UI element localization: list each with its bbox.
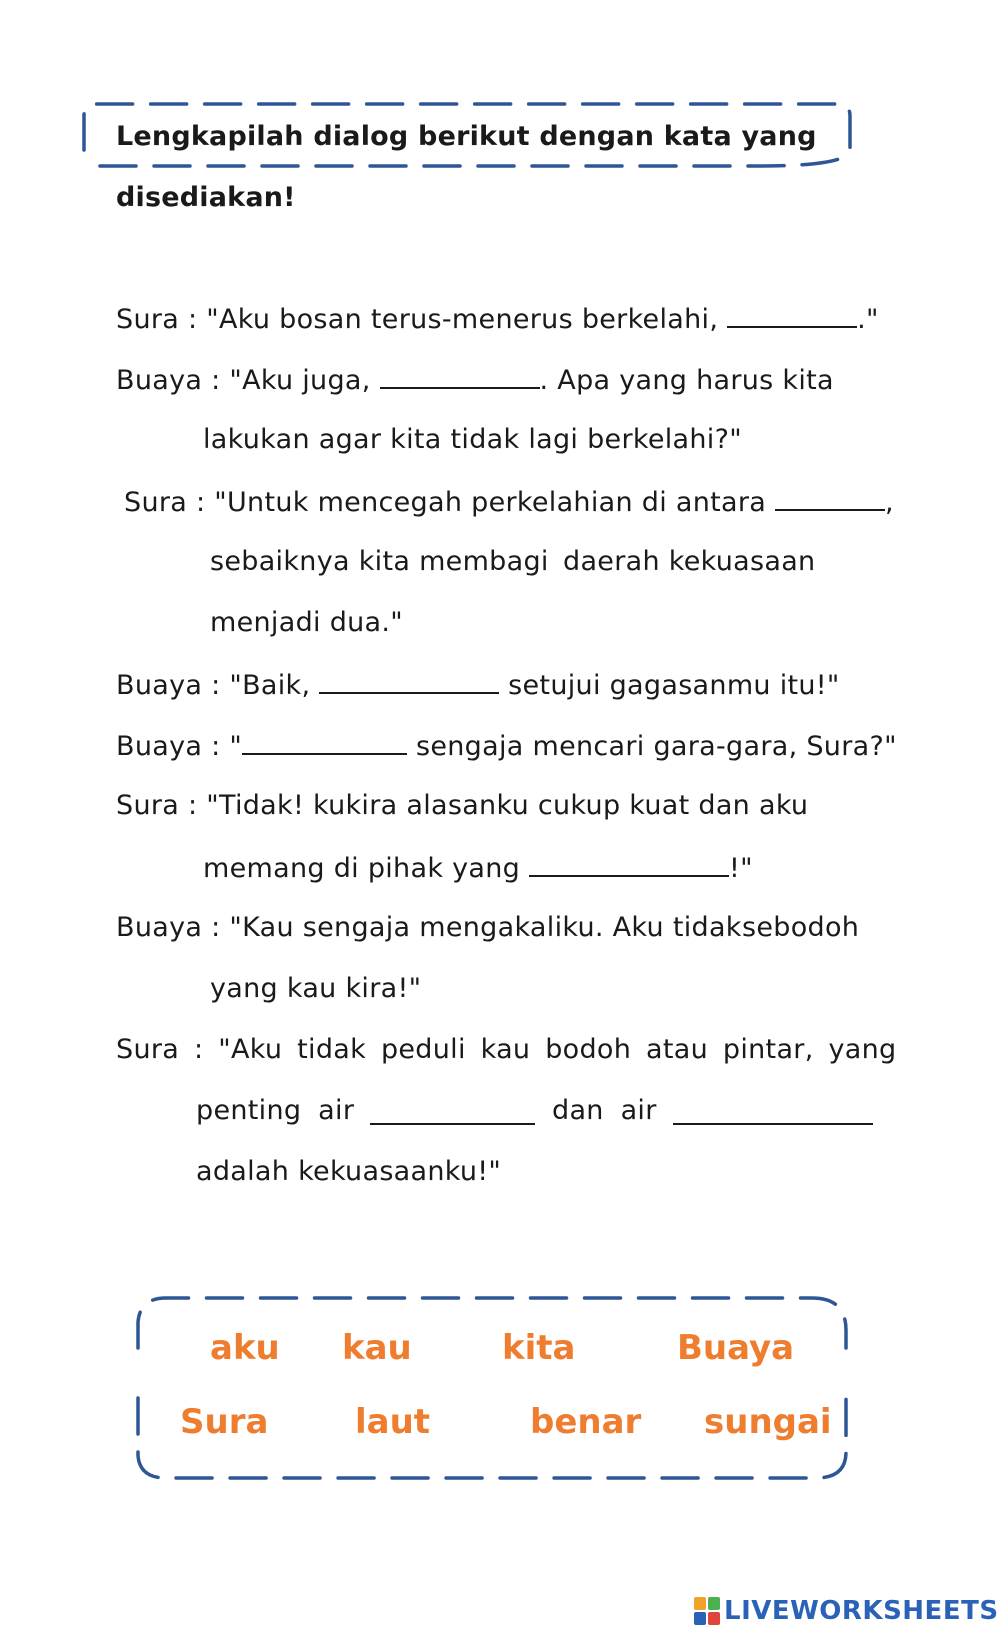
word-buaya[interactable]: Buaya xyxy=(677,1328,795,1368)
word-sura[interactable]: Sura xyxy=(180,1402,269,1442)
blank-2[interactable] xyxy=(380,363,540,389)
blank-3[interactable] xyxy=(775,485,885,511)
blank-4[interactable] xyxy=(319,668,499,694)
blank-5[interactable] xyxy=(242,729,407,755)
word-sungai[interactable]: sungai xyxy=(704,1402,832,1442)
word-kau[interactable]: kau xyxy=(342,1328,412,1368)
dialog-line-9: Sura : "Tidak! kukira alasanku cukup kuat dan aku xyxy=(116,790,809,821)
dialog-line-7: Buaya : "Baik, setujui gagasanmu itu!" xyxy=(116,670,840,701)
dialog-line-1: Sura : "Aku bosan terus-menerus berkelahi, ." xyxy=(116,304,879,335)
dialog-line-3: lakukan agar kita tidak lagi berkelahi?" xyxy=(203,424,742,455)
blank-1[interactable] xyxy=(727,302,857,328)
word-laut[interactable]: laut xyxy=(355,1402,431,1442)
dialog-line-14b: dan air xyxy=(552,1095,657,1126)
instruction-line-2: disediakan! xyxy=(116,182,296,213)
word-aku[interactable]: aku xyxy=(210,1328,280,1368)
blank-8[interactable] xyxy=(673,1099,873,1125)
liveworksheets-icon xyxy=(694,1597,720,1625)
word-benar[interactable]: benar xyxy=(530,1402,642,1442)
instruction-line-1: Lengkapilah dialog berikut dengan kata yang xyxy=(116,121,817,152)
blank-6[interactable] xyxy=(529,851,729,877)
dialog-line-4: Sura : "Untuk mencegah perkelahian di antara , xyxy=(124,487,894,518)
liveworksheets-logo xyxy=(694,1596,999,1626)
instruction-frame-bottom xyxy=(100,150,850,166)
dialog-line-5b: daerah kekuasaan xyxy=(563,546,816,577)
word-kita[interactable]: kita xyxy=(502,1328,576,1368)
dialog-line-12: yang kau kira!" xyxy=(210,973,422,1004)
dialog-line-5a: sebaiknya kita membagi xyxy=(210,546,549,577)
dialog-line-15: adalah kekuasaanku!" xyxy=(196,1156,502,1187)
dialog-line-13: Sura : "Aku tidak peduli kau bodoh atau pintar, yang xyxy=(116,1034,897,1065)
dialog-line-2: Buaya : "Aku juga, . Apa yang harus kita xyxy=(116,365,834,396)
dialog-line-11a: Buaya : "Kau sengaja mengakaliku. Aku tidak xyxy=(116,912,742,943)
dialog-line-10: memang di pihak yang !" xyxy=(203,853,753,884)
dialog-line-6: menjadi dua." xyxy=(210,607,403,638)
dialog-line-14a: penting air xyxy=(196,1095,355,1126)
dialog-line-8: Buaya : " sengaja mencari gara-gara, Sura?" xyxy=(116,731,897,762)
brand-name: LIVEWORKSHEETS xyxy=(724,1596,999,1626)
blank-7[interactable] xyxy=(370,1099,535,1125)
dialog-line-11b: sebodoh xyxy=(742,912,860,943)
